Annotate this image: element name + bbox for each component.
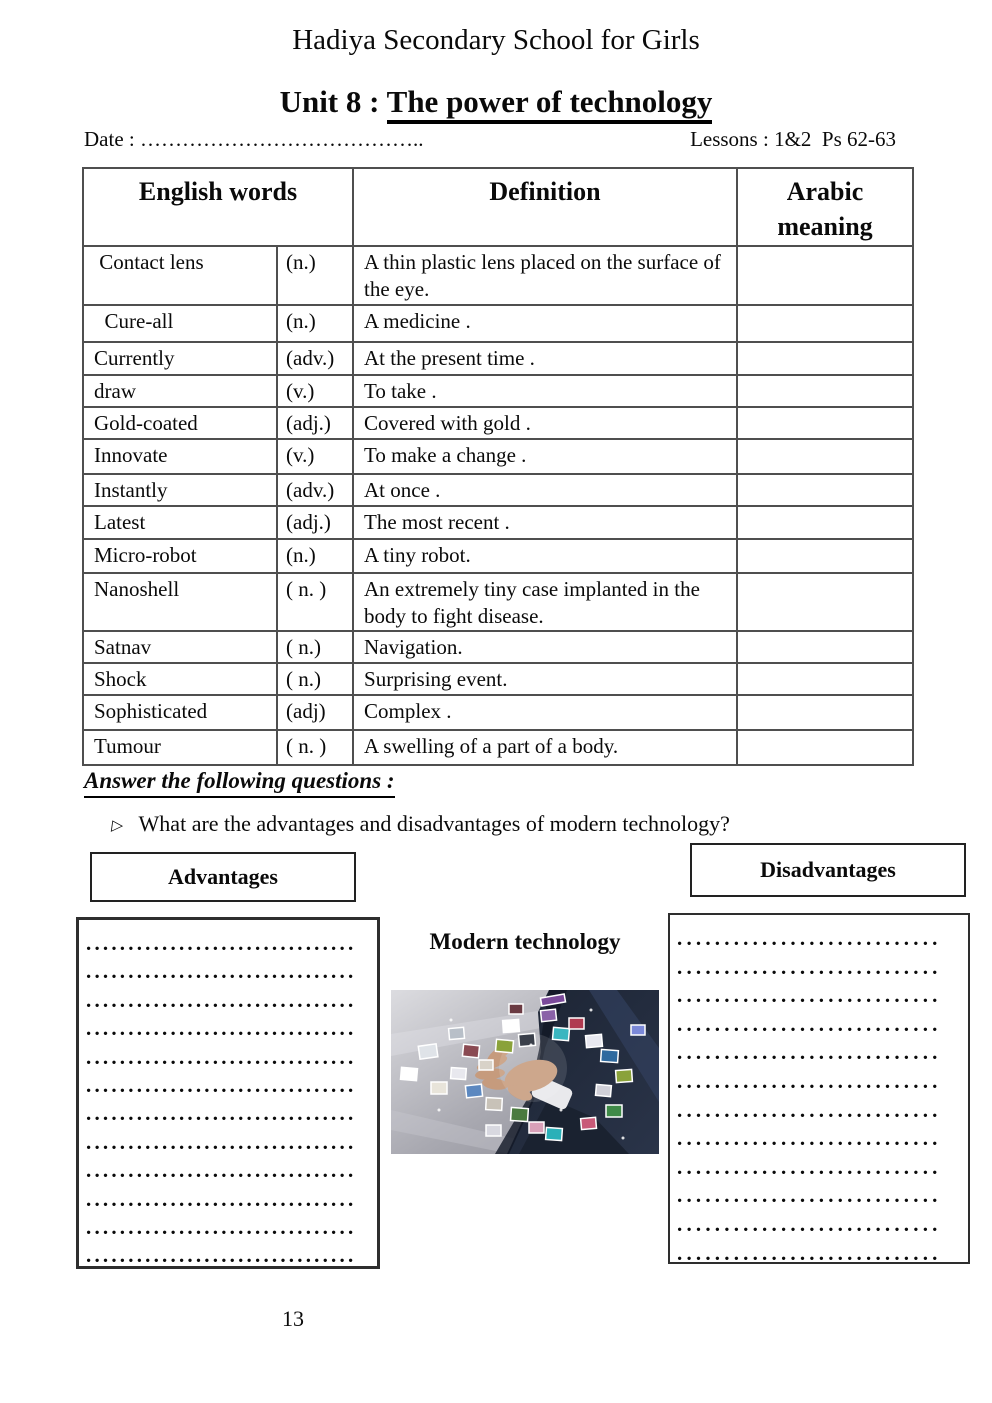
cell-word: Tumour — [83, 730, 277, 765]
cell-arabic — [737, 305, 913, 342]
cell-word: Instantly — [83, 474, 277, 506]
answer-line: ................................ — [86, 1044, 357, 1069]
unit-prefix: Unit 8 : — [279, 84, 387, 119]
table-row — [83, 730, 913, 765]
table-row — [83, 439, 913, 474]
answer-line: ............................ — [677, 926, 942, 950]
vocab-table — [82, 167, 914, 766]
answer-line: ............................ — [677, 954, 942, 979]
cell-pos: ( n. ) — [277, 573, 353, 632]
question-1 — [112, 811, 730, 837]
advantages-answer-box — [76, 917, 380, 1269]
col-header-arabic: Arabic meaning — [737, 168, 913, 246]
cell-pos: (adj.) — [277, 506, 353, 539]
cell-pos: ( n. ) — [277, 730, 353, 765]
answer-line: ................................ — [86, 1016, 357, 1041]
cell-definition: An extremely tiny case implanted in the body to fight disease. — [353, 573, 737, 632]
cell-definition: To make a change . — [353, 439, 737, 474]
cell-definition: Surprising event. — [353, 663, 737, 695]
disadvantages-answer-box — [668, 913, 970, 1264]
cell-arabic — [737, 506, 913, 539]
answer-line: ............................ — [677, 1097, 942, 1122]
question-text: What are the advantages and disadvantages of modern technology? — [138, 811, 730, 836]
answer-line: ................................ — [86, 1158, 357, 1183]
table-row — [83, 375, 913, 407]
date-line — [84, 127, 423, 152]
cell-arabic — [737, 246, 913, 305]
table-row — [83, 695, 913, 730]
answer-line: ................................ — [86, 1101, 357, 1126]
table-row — [83, 474, 913, 506]
table-row — [83, 506, 913, 539]
cell-pos: (adv.) — [277, 474, 353, 506]
cell-word: Sophisticated — [83, 695, 277, 730]
cell-pos: (adv.) — [277, 342, 353, 375]
cell-arabic — [737, 439, 913, 474]
cell-definition: A tiny robot. — [353, 539, 737, 573]
cell-word: Cure-all — [83, 305, 277, 342]
cell-word: Shock — [83, 663, 277, 695]
answer-line: ............................ — [677, 1154, 942, 1179]
col-header-definition: Definition — [353, 168, 737, 246]
cell-arabic — [737, 375, 913, 407]
table-header-row — [83, 168, 913, 246]
cell-word: Innovate — [83, 439, 277, 474]
cell-word: Gold-coated — [83, 407, 277, 439]
table-row — [83, 342, 913, 375]
cell-word: Contact lens — [83, 246, 277, 305]
cell-pos: ( n.) — [277, 631, 353, 663]
cell-pos: (v.) — [277, 375, 353, 407]
cell-definition: Covered with gold . — [353, 407, 737, 439]
answer-line: ................................ — [86, 1243, 357, 1268]
cell-arabic — [737, 663, 913, 695]
answer-line: ................................ — [86, 1215, 357, 1240]
date-lessons-row — [84, 127, 896, 152]
answer-line: ................................ — [86, 931, 357, 955]
cell-definition: A medicine . — [353, 305, 737, 342]
answer-line: ............................ — [677, 1183, 942, 1208]
cell-arabic — [737, 730, 913, 765]
cell-word: Currently — [83, 342, 277, 375]
unit-title — [0, 84, 992, 120]
cell-arabic — [737, 407, 913, 439]
answer-line: ............................ — [677, 1211, 942, 1236]
section-title: Answer the following questions : — [84, 768, 395, 798]
cell-pos: (v.) — [277, 439, 353, 474]
cell-definition: At the present time . — [353, 342, 737, 375]
answer-line: ............................ — [677, 1011, 942, 1036]
cell-word: Latest — [83, 506, 277, 539]
table-row — [83, 246, 913, 305]
table-row — [83, 407, 913, 439]
answer-line: ............................ — [677, 1126, 942, 1151]
cell-arabic — [737, 474, 913, 506]
table-row — [83, 305, 913, 342]
cell-definition: The most recent . — [353, 506, 737, 539]
lessons-label: Lessons : 1&2 Ps 62-63 — [690, 127, 896, 151]
cell-arabic — [737, 539, 913, 573]
modern-technology-image — [391, 990, 659, 1154]
answer-line: ................................ — [86, 987, 357, 1012]
cell-definition: Complex . — [353, 695, 737, 730]
disadvantages-label: Disadvantages — [760, 857, 896, 882]
table-row — [83, 573, 913, 632]
cell-word: Nanoshell — [83, 573, 277, 632]
cell-pos: (adj.) — [277, 407, 353, 439]
answer-line: ............................ — [677, 1240, 942, 1264]
cell-pos: (n.) — [277, 305, 353, 342]
cell-pos: (n.) — [277, 539, 353, 573]
answer-line: ............................ — [677, 1068, 942, 1093]
cell-definition: A swelling of a part of a body. — [353, 730, 737, 765]
cell-arabic — [737, 342, 913, 375]
date-dots: ………………………………….. — [139, 127, 424, 151]
vocab-table-body — [83, 246, 913, 765]
cell-definition: Navigation. — [353, 631, 737, 663]
page-number: 13 — [282, 1306, 304, 1331]
table-row — [83, 539, 913, 573]
answer-line: ............................ — [677, 983, 942, 1008]
col-header-english: English words — [83, 168, 353, 246]
cell-word: Satnav — [83, 631, 277, 663]
disadvantages-header-box — [690, 843, 966, 897]
arrow-bullet-icon: ▷ — [110, 816, 125, 834]
cell-word: Micro-robot — [83, 539, 277, 573]
date-label: Date : — [84, 127, 140, 151]
cell-pos: (adj) — [277, 695, 353, 730]
answer-line: ................................ — [86, 1073, 357, 1098]
cell-definition: At once . — [353, 474, 737, 506]
advantages-label: Advantages — [167, 864, 278, 889]
table-row — [83, 631, 913, 663]
unit-topic: The power of technology — [387, 84, 713, 124]
school-title: Hadiya Secondary School for Girls — [292, 24, 700, 56]
cell-definition: A thin plastic lens placed on the surface of the eye. — [353, 246, 737, 305]
answer-line: ............................ — [677, 1040, 942, 1065]
cell-arabic — [737, 695, 913, 730]
advantages-header-box — [90, 852, 356, 902]
cell-arabic — [737, 573, 913, 632]
image-caption: Modern technology — [429, 929, 621, 954]
answer-line: ................................ — [86, 959, 357, 984]
cell-word: draw — [83, 375, 277, 407]
table-row — [83, 663, 913, 695]
answer-line: ................................ — [86, 1186, 357, 1211]
cell-pos: (n.) — [277, 246, 353, 305]
answer-line: ................................ — [86, 1129, 357, 1154]
cell-pos: ( n.) — [277, 663, 353, 695]
cell-arabic — [737, 631, 913, 663]
cell-definition: To take . — [353, 375, 737, 407]
